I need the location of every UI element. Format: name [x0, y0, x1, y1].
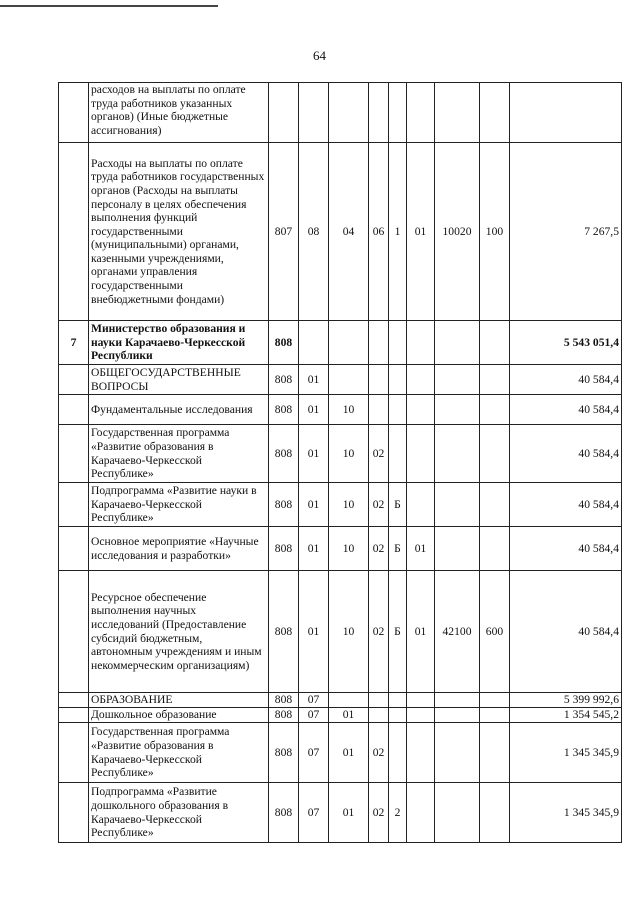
code-cell [369, 395, 389, 425]
code-cell [299, 321, 329, 365]
amount-cell: 40 584,4 [510, 571, 622, 693]
code-cell: 02 [369, 425, 389, 483]
row-index [59, 395, 89, 425]
code-cell: Б [389, 483, 407, 527]
code-cell: 01 [299, 483, 329, 527]
table-row [59, 425, 622, 483]
code-cell [369, 321, 389, 365]
code-cell [389, 425, 407, 483]
row-index [59, 571, 89, 693]
row-name: Фундаментальные исследования [89, 395, 269, 425]
code-cell [369, 693, 389, 708]
code-cell: 01 [299, 395, 329, 425]
row-index [59, 83, 89, 143]
code-cell [299, 83, 329, 143]
code-cell: 07 [299, 693, 329, 708]
row-name: ОБРАЗОВАНИЕ [89, 693, 269, 708]
code-cell [329, 365, 369, 395]
code-cell [480, 483, 510, 527]
code-cell: 06 [369, 143, 389, 321]
code-cell [329, 693, 369, 708]
code-cell: 07 [299, 783, 329, 843]
row-index [59, 783, 89, 843]
code-cell [435, 483, 480, 527]
row-name: Государственная программа «Развитие образования в Карачаево-Черкесской Республике» [89, 723, 269, 783]
row-name: Министерство образования и науки Карачаево-Черкесской Республики [89, 321, 269, 365]
code-cell: 10 [329, 425, 369, 483]
amount-cell: 7 267,5 [510, 143, 622, 321]
row-name: Подпрограмма «Развитие науки в Карачаево-Черкесской Республике» [89, 483, 269, 527]
row-index [59, 365, 89, 395]
code-cell: 01 [329, 783, 369, 843]
code-cell [435, 527, 480, 571]
code-cell [389, 708, 407, 723]
code-cell: 42100 [435, 571, 480, 693]
code-cell [480, 693, 510, 708]
table-row [59, 783, 622, 843]
code-cell: 01 [299, 365, 329, 395]
code-cell: 10 [329, 395, 369, 425]
code-cell: 100 [480, 143, 510, 321]
code-cell [329, 83, 369, 143]
code-cell: 04 [329, 143, 369, 321]
code-cell: 07 [299, 708, 329, 723]
code-cell: 600 [480, 571, 510, 693]
code-cell [389, 321, 407, 365]
row-index [59, 723, 89, 783]
row-name: Дошкольное образование [89, 708, 269, 723]
code-cell: Б [389, 571, 407, 693]
code-cell: 01 [329, 708, 369, 723]
scan-artifact-line [0, 5, 218, 7]
code-cell: 808 [269, 527, 299, 571]
code-cell [435, 783, 480, 843]
code-cell: 01 [299, 527, 329, 571]
code-cell: 01 [299, 425, 329, 483]
code-cell [269, 83, 299, 143]
code-cell [407, 395, 435, 425]
table-row [59, 143, 622, 321]
code-cell [407, 321, 435, 365]
code-cell [389, 395, 407, 425]
code-cell [407, 483, 435, 527]
code-cell [389, 365, 407, 395]
code-cell [480, 321, 510, 365]
table-row [59, 723, 622, 783]
code-cell [480, 83, 510, 143]
code-cell: 10 [329, 483, 369, 527]
amount-cell: 1 345 345,9 [510, 783, 622, 843]
code-cell [435, 708, 480, 723]
row-index [59, 693, 89, 708]
code-cell [407, 425, 435, 483]
code-cell [369, 708, 389, 723]
table-row [59, 693, 622, 708]
code-cell: 1 [389, 143, 407, 321]
row-name: Подпрограмма «Развитие дошкольного образования в Карачаево-Черкесской Республике» [89, 783, 269, 843]
code-cell [407, 83, 435, 143]
code-cell [435, 395, 480, 425]
code-cell: 808 [269, 723, 299, 783]
code-cell [389, 83, 407, 143]
code-cell [389, 693, 407, 708]
row-name: расходов на выплаты по оплате труда работников указанных органов) (Иные бюджетные ассигнования) [89, 83, 269, 143]
code-cell [369, 365, 389, 395]
amount-cell: 5 543 051,4 [510, 321, 622, 365]
code-cell: 01 [407, 571, 435, 693]
code-cell [435, 321, 480, 365]
code-cell: 01 [299, 571, 329, 693]
amount-cell [510, 83, 622, 143]
code-cell: 10 [329, 571, 369, 693]
row-index [59, 425, 89, 483]
code-cell: 807 [269, 143, 299, 321]
row-name: Государственная программа «Развитие образования в Карачаево-Черкесской Республике» [89, 425, 269, 483]
amount-cell: 5 399 992,6 [510, 693, 622, 708]
amount-cell: 40 584,4 [510, 527, 622, 571]
code-cell: 808 [269, 483, 299, 527]
code-cell: 808 [269, 395, 299, 425]
code-cell [407, 783, 435, 843]
code-cell: 808 [269, 365, 299, 395]
table-row [59, 83, 622, 143]
code-cell [435, 723, 480, 783]
code-cell [407, 723, 435, 783]
table-row [59, 321, 622, 365]
code-cell [480, 425, 510, 483]
code-cell: 808 [269, 693, 299, 708]
code-cell: Б [389, 527, 407, 571]
code-cell: 2 [389, 783, 407, 843]
table-row [59, 365, 622, 395]
row-name: ОБЩЕГОСУДАРСТВЕННЫЕ ВОПРОСЫ [89, 365, 269, 395]
code-cell: 02 [369, 483, 389, 527]
code-cell: 02 [369, 783, 389, 843]
code-cell [480, 708, 510, 723]
row-name: Расходы на выплаты по оплате труда работников государственных органов (Расходы на выплаты персоналу в целях обеспечения выполнения функций государственными (муниципальными) органами, казенными учреждениями, органами управления государственными внебюджетными фондами) [89, 143, 269, 321]
row-index: 7 [59, 321, 89, 365]
code-cell: 808 [269, 321, 299, 365]
code-cell: 808 [269, 783, 299, 843]
code-cell [480, 783, 510, 843]
code-cell [435, 693, 480, 708]
amount-cell: 1 354 545,2 [510, 708, 622, 723]
code-cell: 01 [407, 527, 435, 571]
code-cell: 808 [269, 425, 299, 483]
code-cell: 01 [329, 723, 369, 783]
code-cell [480, 527, 510, 571]
code-cell [407, 693, 435, 708]
table-row [59, 571, 622, 693]
row-index [59, 708, 89, 723]
table-row [59, 527, 622, 571]
code-cell: 02 [369, 527, 389, 571]
row-name: Ресурсное обеспечение выполнения научных исследований (Предоставление субсидий бюджетным, автономным учреждениям и иным некоммерческим организациям) [89, 571, 269, 693]
code-cell [435, 425, 480, 483]
code-cell [480, 365, 510, 395]
amount-cell: 40 584,4 [510, 395, 622, 425]
budget-table [58, 82, 622, 843]
code-cell [407, 708, 435, 723]
amount-cell: 40 584,4 [510, 425, 622, 483]
code-cell: 07 [299, 723, 329, 783]
code-cell: 08 [299, 143, 329, 321]
amount-cell: 1 345 345,9 [510, 723, 622, 783]
code-cell [435, 83, 480, 143]
code-cell: 10 [329, 527, 369, 571]
code-cell [329, 321, 369, 365]
code-cell: 02 [369, 723, 389, 783]
code-cell: 02 [369, 571, 389, 693]
code-cell [369, 83, 389, 143]
row-index [59, 527, 89, 571]
row-name: Основное мероприятие «Научные исследования и разработки» [89, 527, 269, 571]
amount-cell: 40 584,4 [510, 365, 622, 395]
code-cell: 01 [407, 143, 435, 321]
code-cell: 808 [269, 571, 299, 693]
code-cell [480, 723, 510, 783]
table-row [59, 708, 622, 723]
code-cell [480, 395, 510, 425]
amount-cell: 40 584,4 [510, 483, 622, 527]
row-index [59, 143, 89, 321]
table-row [59, 483, 622, 527]
page-number: 64 [313, 48, 326, 63]
row-index [59, 483, 89, 527]
code-cell [407, 365, 435, 395]
code-cell [435, 365, 480, 395]
code-cell: 10020 [435, 143, 480, 321]
code-cell: 808 [269, 708, 299, 723]
table-row [59, 395, 622, 425]
code-cell [389, 723, 407, 783]
